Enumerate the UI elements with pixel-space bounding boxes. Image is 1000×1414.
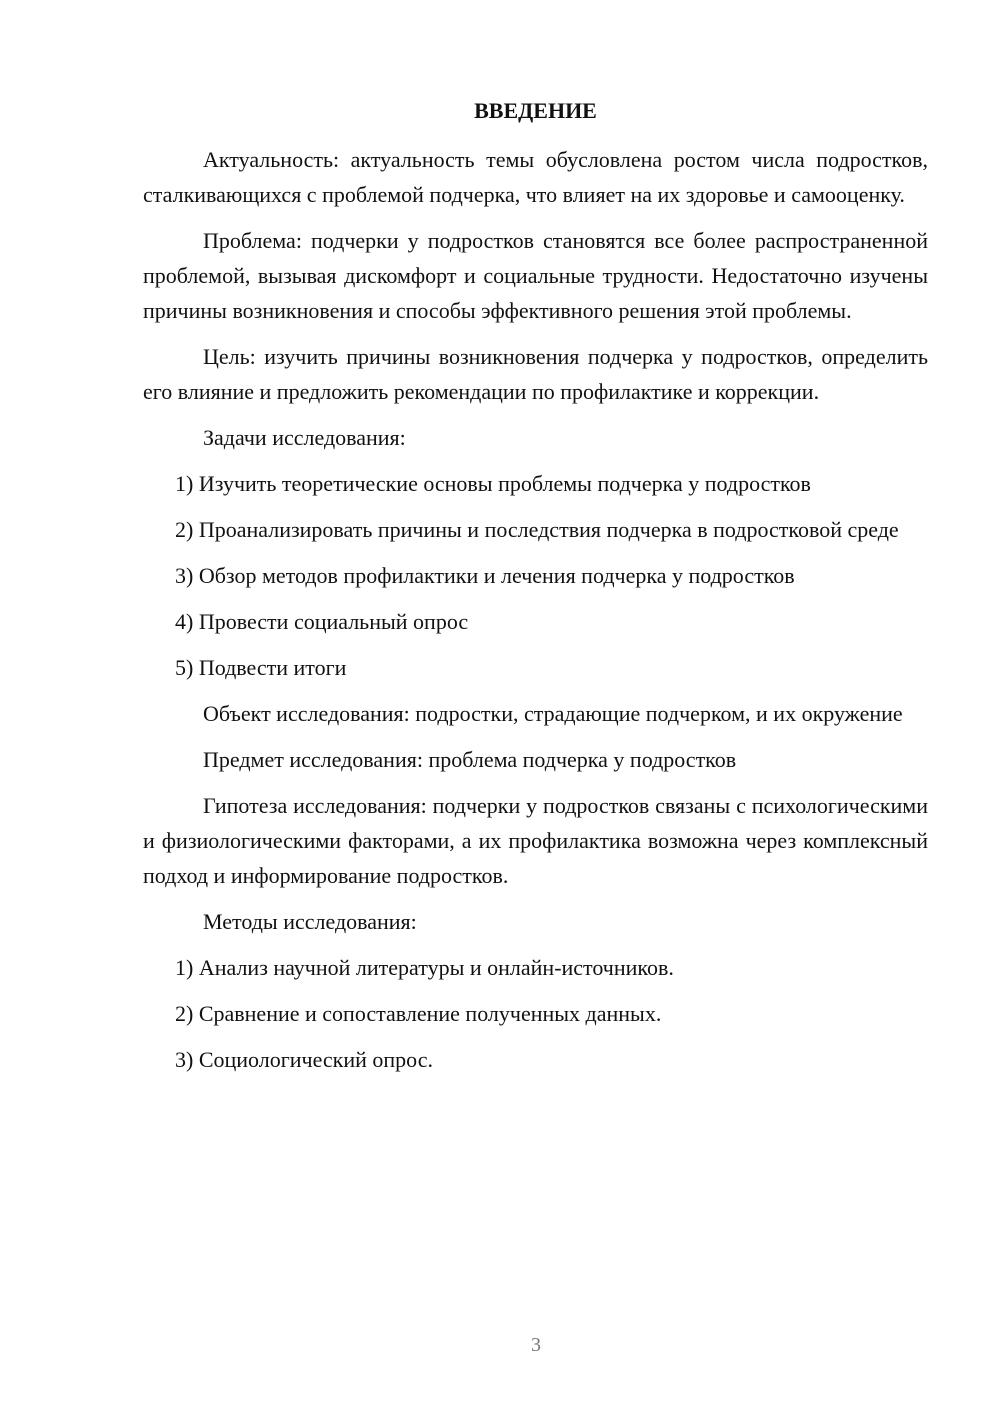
task-item-5: 5) Подвести итоги	[175, 655, 347, 680]
paragraph-problem: Проблема: подчерки у подростков становятся все более распространенной проблемой, вызывая дискомфорт и социальные трудности. Недостаточно изучены причины возникновения и способы эффективного решения этой проблемы.	[143, 228, 928, 323]
paragraph-subject: Предмет исследования: проблема подчерка у подростков	[203, 747, 737, 772]
paragraph-relevance: Актуальность: актуальность темы обусловлена ростом числа подростков, сталкивающихся с проблемой подчерка, что влияет на их здоровье и самооценку.	[143, 147, 928, 207]
methods-heading: Методы исследования:	[203, 909, 417, 934]
task-item-1: 1) Изучить теоретические основы проблемы подчерка у подростков	[175, 471, 811, 496]
method-item-2: 2) Сравнение и сопоставление полученных данных.	[175, 1001, 662, 1026]
paragraph-hypothesis: Гипотеза исследования: подчерки у подростков связаны с психологическими и физиологическими факторами, а их профилактика возможна через комплексный подход и информирование подростков.	[143, 793, 928, 888]
tasks-heading: Задачи исследования:	[203, 425, 406, 450]
method-item-1: 1) Анализ научной литературы и онлайн-источников.	[175, 955, 674, 980]
document-body	[143, 142, 928, 1088]
page-number: 3	[531, 1334, 541, 1356]
paragraph-object: Объект исследования: подростки, страдающие подчерком, и их окружение	[203, 701, 903, 726]
task-item-3: 3) Обзор методов профилактики и лечения подчерка у подростков	[175, 563, 795, 588]
paragraph-goal: Цель: изучить причины возникновения подчерка у подростков, определить его влияние и предложить рекомендации по профилактике и коррекции.	[143, 344, 928, 404]
method-item-3: 3) Социологический опрос.	[175, 1047, 433, 1072]
page-title: ВВЕДЕНИЕ	[474, 98, 597, 123]
task-item-4: 4) Провести социальный опрос	[175, 609, 469, 634]
task-item-2: 2) Проанализировать причины и последствия подчерка в подростковой среде	[175, 517, 899, 542]
